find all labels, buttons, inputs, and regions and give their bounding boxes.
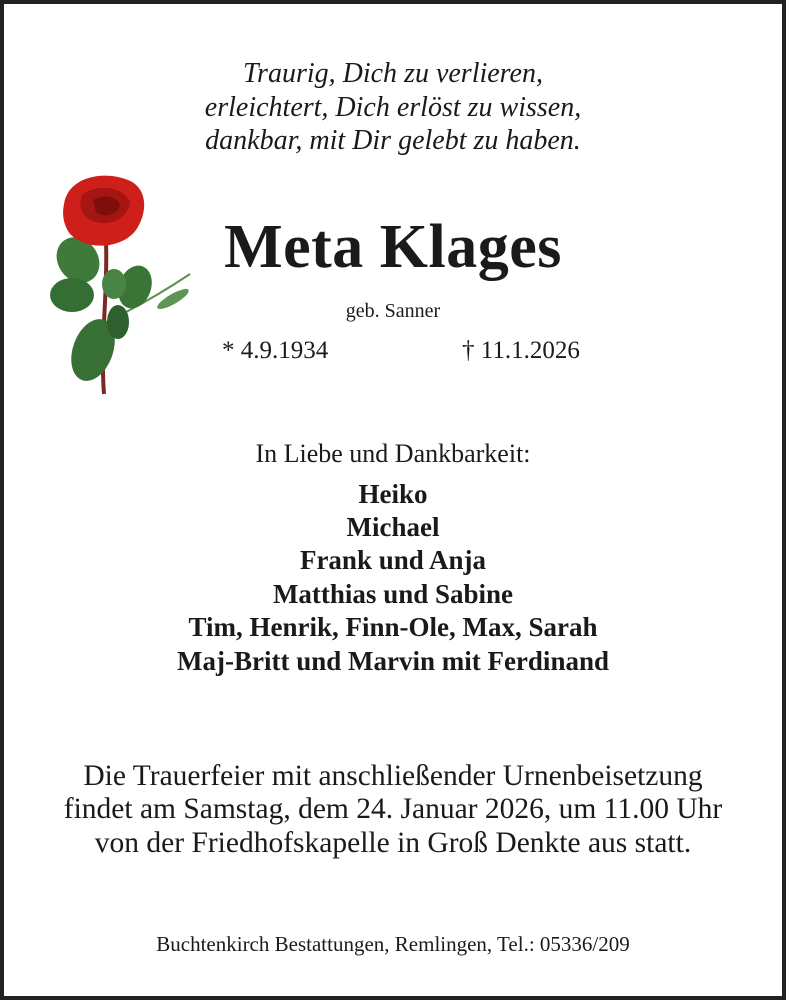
family-member: Matthias und Sabine bbox=[272, 579, 514, 609]
family-member: Frank und Anja bbox=[299, 545, 487, 575]
deceased-name: Meta Klages bbox=[224, 213, 562, 281]
ceremony-line: Die Trauerfeier mit anschließender Urnenbeisetzung bbox=[83, 760, 703, 792]
birth-date: * 4.9.1934 bbox=[222, 337, 329, 364]
family-member: Michael bbox=[346, 512, 440, 542]
family-member: Tim, Henrik, Finn-Ole, Max, Sarah bbox=[188, 612, 598, 642]
quote-line: dankbar, mit Dir gelebt zu haben. bbox=[205, 125, 581, 156]
family-member: Maj-Britt und Marvin mit Ferdinand bbox=[177, 646, 609, 676]
family-member: Heiko bbox=[358, 479, 428, 509]
red-rose-icon bbox=[48, 172, 198, 402]
maiden-name: geb. Sanner bbox=[345, 300, 441, 322]
quote-line: Traurig, Dich zu verlieren, bbox=[243, 58, 543, 89]
ceremony-line: von der Friedhofskapelle in Groß Denkte aus statt. bbox=[94, 827, 692, 859]
funeral-home-contact: Buchtenkirch Bestattungen, Remlingen, Tel.: 05336/209 bbox=[156, 932, 630, 956]
quote-line: erleichtert, Dich erlöst zu wissen, bbox=[204, 92, 582, 123]
death-date: † 11.1.2026 bbox=[462, 337, 580, 364]
ceremony-line: findet am Samstag, dem 24. Januar 2026, um 11.00 Uhr bbox=[63, 793, 723, 825]
family-intro: In Liebe und Dankbarkeit: bbox=[255, 439, 531, 468]
